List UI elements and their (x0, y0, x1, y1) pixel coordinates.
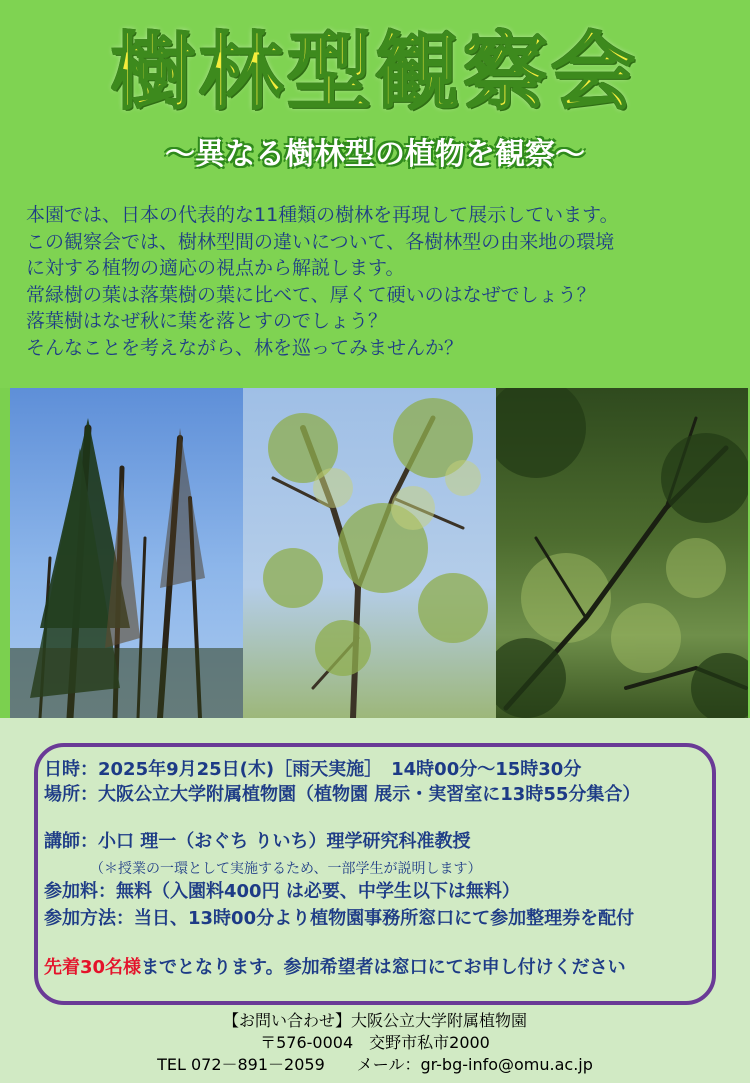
evergreen-canopy-photo (496, 388, 748, 718)
limit-highlight: 先着30名様 (44, 957, 142, 978)
limit-text: までとなります。参加希望者は窓口にてお申し付けください (141, 957, 626, 978)
intro-line: 落葉樹はなぜ秋に葉を落とすのでしょう？ (26, 310, 388, 332)
event-lecturer: 講師：小口 理一（おぐち りいち）理学研究科准教授 (44, 831, 471, 852)
event-fee: 参加料：無料（入園料400円 は必要、中学生以下は無料） (44, 881, 520, 902)
page-subtitle: ～異なる樹林型の植物を観察～ (165, 137, 585, 172)
intro-line: そんなことを考えながら、林を巡ってみませんか？ (26, 336, 464, 359)
contact-address: 〒576-0004 交野市私市2000 (260, 1033, 490, 1052)
event-note: （＊授業の一環として実施するため、一部学生が説明します） (90, 861, 482, 877)
deciduous-canopy-photo (243, 388, 496, 718)
photo-strip (10, 388, 748, 718)
intro-line: 本園では、日本の代表的な11種類の樹林を再現して展示しています。 (26, 204, 619, 226)
contact-heading: 【お問い合わせ】大阪公立大学附属植物園 (222, 1011, 527, 1030)
intro-line: 常緑樹の葉は落葉樹の葉に比べて、厚くて硬いのはなぜでしょう？ (26, 283, 596, 306)
event-date: 日時：2025年9月25日(木)［雨天実施］ 14時00分～15時30分 (44, 759, 582, 780)
intro-text (26, 202, 736, 361)
event-place: 場所：大阪公立大学附属植物園（植物園 展示・実習室に13時55分集合） (44, 784, 641, 805)
conifer-forest-photo (10, 388, 243, 718)
intro-line: に対する植物の適応の視点から解説します。 (26, 257, 405, 279)
intro-line: この観察会では、樹林型間の違いについて、各樹林型の由来地の環境 (26, 230, 615, 253)
contact-tel-mail: TEL 072－891－2059 メール：gr-bg-info@omu.ac.jp (157, 1055, 593, 1074)
page-title: 樹林型観察会 (110, 23, 639, 121)
event-method: 参加方法：当日、13時00分より植物園事務所窓口にて参加整理券を配付 (44, 908, 635, 929)
event-limit (44, 956, 626, 980)
